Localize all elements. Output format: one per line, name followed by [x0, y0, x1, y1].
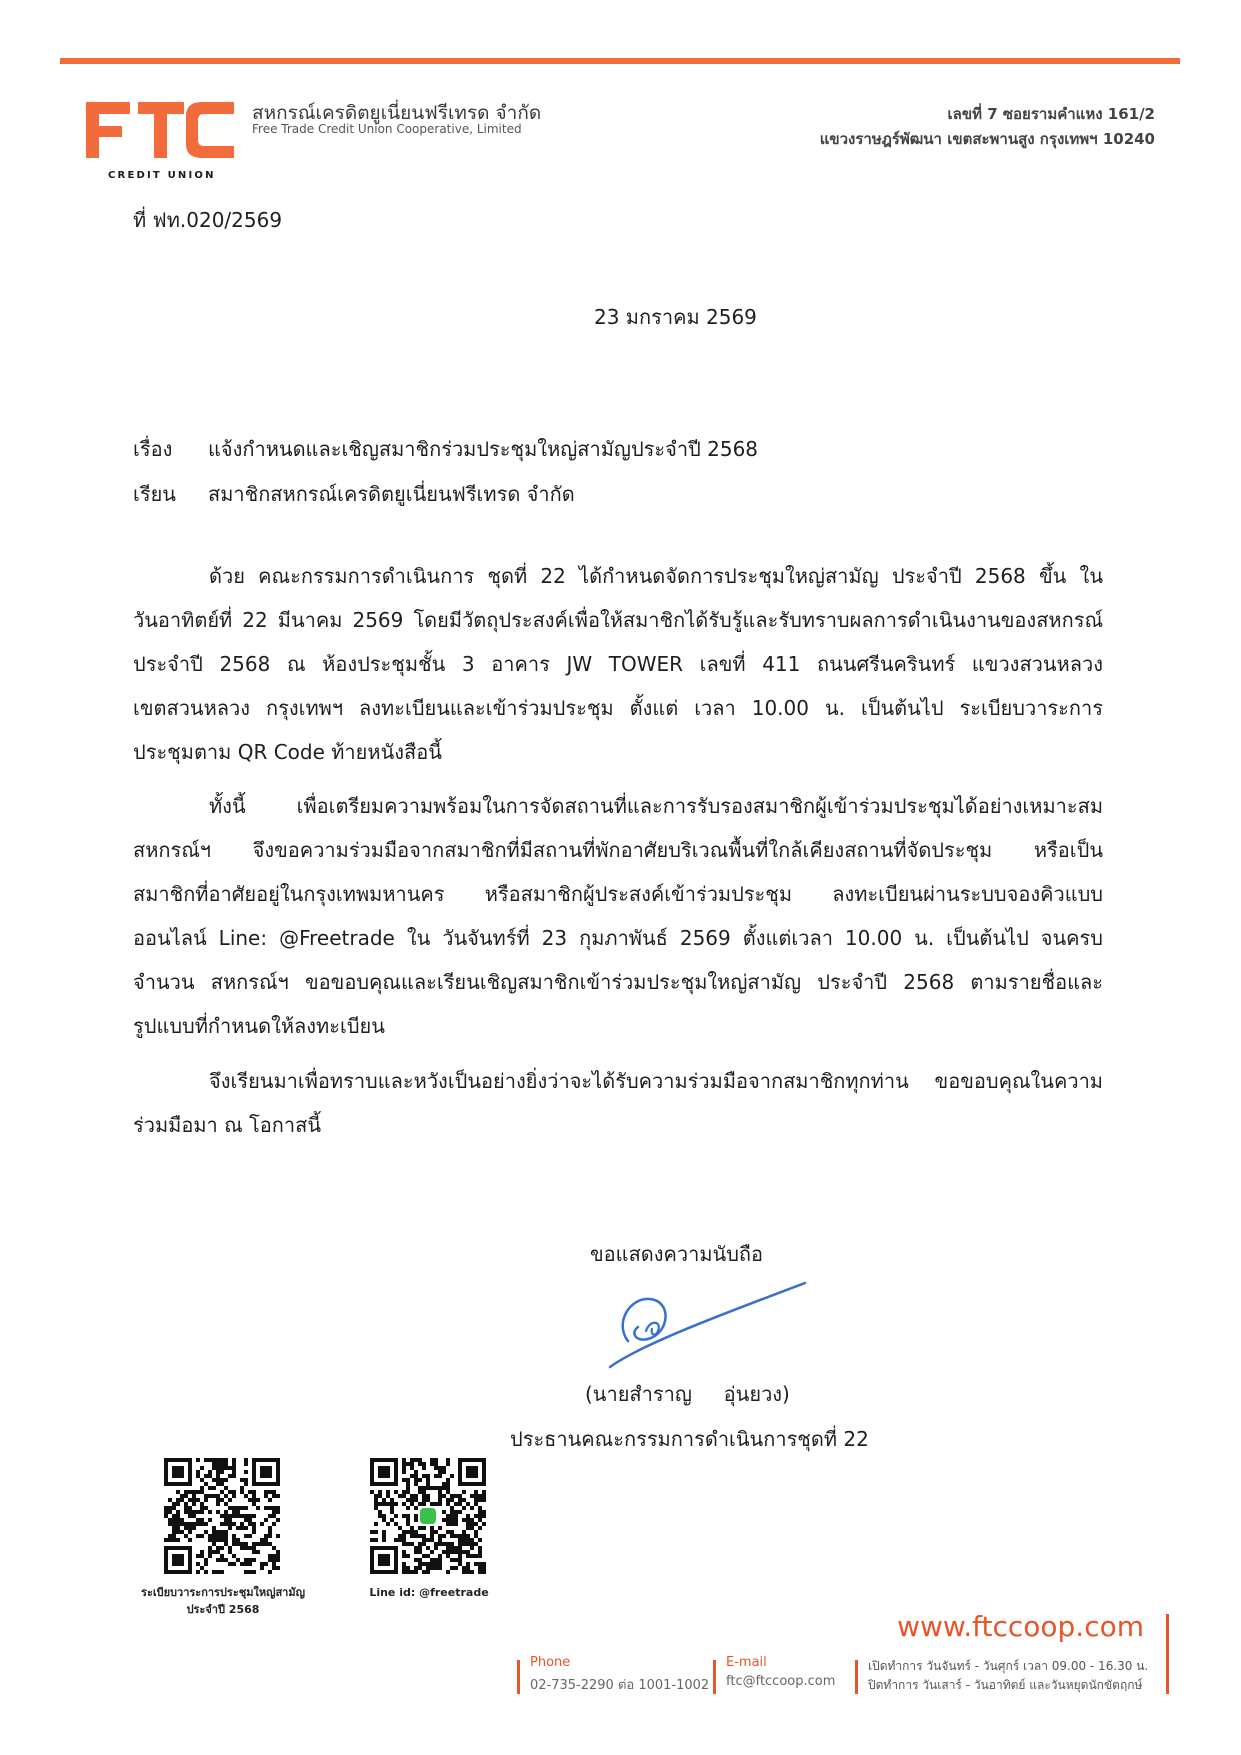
footer-divider: [713, 1660, 716, 1694]
letter-date: 23 มกราคม 2569: [594, 305, 757, 329]
email-address[interactable]: ftc@ftccoop.com: [726, 1674, 836, 1689]
address-line-1: เลขที่ 7 ซอยรามคำแหง 161/2: [947, 105, 1155, 123]
paragraph-line: จำนวน สหกรณ์ฯ ขอขอบคุณและเรียนเชิญสมาชิกเข้าร่วมประชุมใหญ่สามัญ ประจำปี 2568 ตามรายชื่อและ: [133, 970, 1103, 994]
paragraph-line: ทั้งนี้ เพื่อเตรียมความพร้อมในการจัดสถานที่และการรับรองสมาชิกผู้เข้าร่วมประชุมได้อย่างเหมาะสม: [209, 794, 1103, 818]
paragraph-line: ออนไลน์ Line: @Freetrade ใน วันจันทร์ที่ 23 กุมภาพันธ์ 2569 ตั้งแต่เวลา 10.00 น. เป็นต้นไป จนครบ: [133, 926, 1103, 950]
recipient-label: เรียน: [133, 482, 176, 506]
paragraph-2: [133, 784, 1103, 1048]
paragraph-line: สหกรณ์ฯ จึงขอความร่วมมือจากสมาชิกที่มีสถานที่พักอาศัยบริเวณพื้นที่ใกล้เคียงสถานที่จัดประชุม หรือเป็น: [133, 838, 1103, 862]
phone-number: 02-735-2290 ต่อ 1001-1002: [530, 1678, 710, 1693]
paragraph-1: [133, 554, 1103, 774]
paragraph-3: [133, 1059, 1103, 1147]
email-label: E-mail: [726, 1655, 767, 1670]
paragraph-line: ประชุมตาม QR Code ท้ายหนังสือนี้: [133, 740, 442, 764]
paragraph-line: รูปแบบที่กำหนดให้ลงทะเบียน: [133, 1014, 385, 1038]
signer-name: (นายสำราญ อุ่นยวง): [585, 1382, 790, 1406]
office-hours-closed: ปิดทำการ วันเสาร์ - วันอาทิตย์ และวันหยุดนักขัตฤกษ์: [868, 1678, 1143, 1692]
agenda-qr-code: [164, 1458, 280, 1574]
logo-subtitle: CREDIT UNION: [108, 170, 216, 181]
subject-text: แจ้งกำหนดและเชิญสมาชิกร่วมประชุมใหญ่สามัญประจำปี 2568: [208, 437, 759, 461]
phone-label: Phone: [530, 1655, 571, 1670]
line-qr-caption-line1: Line id: @freetrade: [369, 1586, 489, 1599]
signer-position: ประธานคณะกรรมการดำเนินการชุดที่ 22: [510, 1427, 869, 1451]
footer-divider: [855, 1660, 858, 1694]
agenda-qr-caption-line1: ระเบียบวาระการประชุมใหญ่สามัญ: [141, 1586, 305, 1599]
paragraph-line: จึงเรียนมาเพื่อทราบและหวังเป็นอย่างยิ่งว่าจะได้รับความร่วมมือจากสมาชิกทุกท่าน ขอขอบคุณในความ: [209, 1069, 1103, 1093]
line-qr-caption: [352, 1584, 506, 1601]
org-name-english: Free Trade Credit Union Cooperative, Limited: [252, 122, 522, 136]
agenda-qr-caption-line2: ประจำปี 2568: [186, 1603, 260, 1616]
paragraph-line: วันอาทิตย์ที่ 22 มีนาคม 2569 โดยมีวัตถุประสงค์เพื่อให้สมาชิกได้รับรู้และรับทราบผลการดำเนินงานของสหกรณ์: [133, 608, 1103, 632]
paragraph-line: ประจำปี 2568 ณ ห้องประชุมชั้น 3 อาคาร JW TOWER เลขที่ 411 ถนนศรีนครินทร์ แขวงสวนหลวง: [133, 652, 1103, 676]
ftc-logo: [86, 98, 236, 162]
footer-divider: [1166, 1614, 1169, 1694]
paragraph-line: สมาชิกที่อาศัยอยู่ในกรุงเทพมหานคร หรือสมาชิกผู้ประสงค์เข้าร่วมประชุม ลงทะเบียนผ่านระบบจองคิวแบบ: [133, 882, 1103, 906]
closing-salutation: ขอแสดงความนับถือ: [590, 1242, 764, 1266]
website-link[interactable]: www.ftccoop.com: [897, 1610, 1144, 1643]
line-qr-code: [370, 1458, 486, 1574]
subject-label: เรื่อง: [133, 437, 173, 461]
recipient-text: สมาชิกสหกรณ์เครดิตยูเนี่ยนฟรีเทรด จำกัด: [208, 482, 575, 506]
address-line-2: แขวงราษฎร์พัฒนา เขตสะพานสูง กรุงเทพฯ 10240: [819, 130, 1155, 148]
paragraph-line: ร่วมมือมา ณ โอกาสนี้: [133, 1113, 322, 1137]
signature-image: [600, 1275, 810, 1379]
org-name-thai: สหกรณ์เครดิตยูเนี่ยนฟรีเทรด จำกัด: [252, 102, 542, 124]
paragraph-line: เขตสวนหลวง กรุงเทพฯ ลงทะเบียนและเข้าร่วมประชุม ตั้งแต่ เวลา 10.00 น. เป็นต้นไป ระเบียบวาระการ: [133, 696, 1103, 720]
footer-divider: [517, 1660, 520, 1694]
office-hours-open: เปิดทำการ วันจันทร์ - วันศุกร์ เวลา 09.00 - 16.30 น.: [868, 1659, 1149, 1673]
agenda-qr-caption: [120, 1584, 326, 1618]
top-accent-bar: [60, 58, 1180, 64]
document-number: ที่ ฟท.020/2569: [133, 208, 283, 232]
paragraph-line: ด้วย คณะกรรมการดำเนินการ ชุดที่ 22 ได้กำหนดจัดการประชุมใหญ่สามัญ ประจำปี 2568 ขึ้น ใน: [209, 564, 1103, 588]
